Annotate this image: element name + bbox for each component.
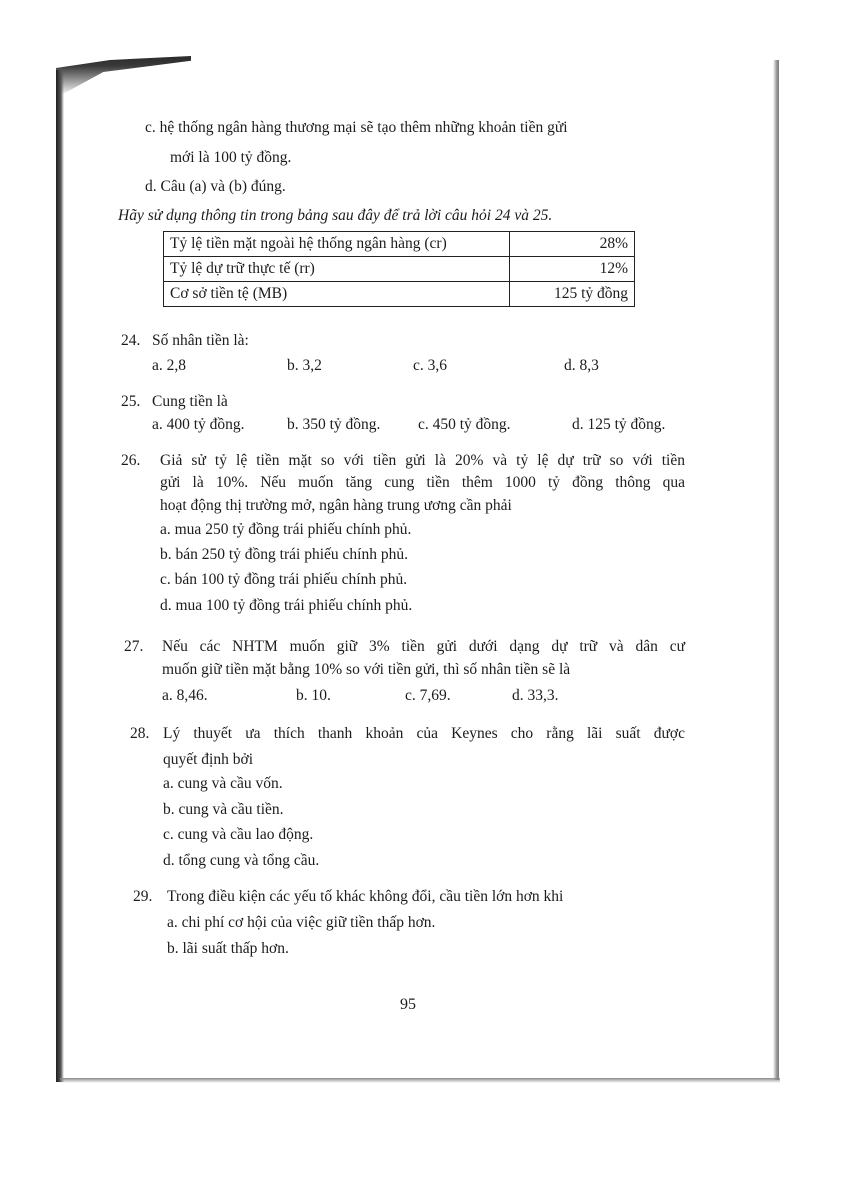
question-24-text: Số nhân tiền là: [152,332,249,349]
question-25-option-a: a. 400 tỷ đồng. [152,416,245,433]
page-bottom-edge-shadow [60,1078,780,1083]
question-28-line1: Lý thuyết ưa thích thanh khoản của Keynes cho rằng lãi suất được [163,725,685,742]
question-26-option-b: b. bán 250 tỷ đồng trái phiếu chính phủ. [160,546,408,563]
question-26-option-c: c. bán 100 tỷ đồng trái phiếu chính phủ. [160,571,408,588]
question-29-line1: Trong điều kiện các yếu tố khác không đổi, cầu tiền lớn hơn khi [167,888,564,905]
question-29-option-b: b. lãi suất thấp hơn. [167,940,289,957]
question-27-option-d: d. 33,3. [512,687,559,704]
table-row [164,232,635,257]
table-row [164,282,635,307]
question-28-option-b: b. cung và cầu tiền. [163,801,284,818]
question-25-text: Cung tiền là [152,393,228,410]
question-25-option-c: c. 450 tỷ đồng. [418,416,511,433]
question-27-number: 27. [124,638,144,655]
question-28-number: 28. [130,725,150,742]
question-28-option-c: c. cung và cầu lao động. [163,826,314,843]
question-28-option-a: a. cung và cầu vốn. [163,775,283,792]
question-26-line2: gửi là 10%. Nếu muốn tăng cung tiền thêm 1000 tỷ đồng thông qua [160,474,685,491]
question-29-option-a: a. chi phí cơ hội của việc giữ tiền thấp hơn. [167,914,436,931]
question-27-option-b: b. 10. [296,687,331,704]
question-24-option-d: d. 8,3 [564,357,599,374]
table-cell-label: Tỷ lệ tiền mặt ngoài hệ thống ngân hàng (cr) [164,232,510,257]
question-26-option-a: a. mua 250 tỷ đồng trái phiếu chính phủ. [160,521,412,538]
question-29-number: 29. [133,888,153,905]
question-26-line3: hoạt động thị trường mở, ngân hàng trung ương cần phải [160,497,512,514]
question-25-option-b: b. 350 tỷ đồng. [287,416,381,433]
prev-option-c-line1: c. hệ thống ngân hàng thương mại sẽ tạo thêm những khoản tiền gửi [145,119,568,136]
prev-option-d: d. Câu (a) và (b) đúng. [145,178,286,195]
page-right-edge-shadow [773,60,779,1080]
info-table [163,231,635,307]
question-25-number: 25. [121,393,141,410]
table-cell-label: Tỷ lệ dự trữ thực tế (rr) [164,257,510,282]
question-28-line2: quyết định bởi [163,751,253,768]
prev-option-c-line2: mới là 100 tỷ đồng. [170,149,292,166]
table-intro: Hãy sử dụng thông tin trong bảng sau đây để trả lời câu hỏi 24 và 25. [118,207,553,224]
question-27-line1: Nếu các NHTM muốn giữ 3% tiền gửi dưới dạng dự trữ và dân cư [162,638,685,655]
table-row [164,257,635,282]
question-24-option-c: c. 3,6 [413,357,448,374]
question-27-line2: muốn giữ tiền mặt bằng 10% so với tiền gửi, thì số nhân tiền sẽ là [162,661,571,678]
table-cell-value: 125 tỷ đồng [510,282,635,307]
table-cell-label: Cơ sở tiền tệ (MB) [164,282,510,307]
question-27-option-a: a. 8,46. [162,687,208,704]
question-24-number: 24. [121,332,141,349]
table-cell-value: 12% [510,257,635,282]
question-26-line1: Giả sử tỷ lệ tiền mặt so với tiền gửi là 20% và tỷ lệ dự trữ so với tiền [160,452,685,469]
question-24-option-b: b. 3,2 [287,357,322,374]
question-28-option-d: d. tổng cung và tổng cầu. [163,852,320,869]
page-left-edge-shadow [56,70,64,1082]
question-27-option-c: c. 7,69. [405,687,451,704]
table-cell-value: 28% [510,232,635,257]
question-25-option-d: d. 125 tỷ đồng. [572,416,666,433]
question-26-option-d: d. mua 100 tỷ đồng trái phiếu chính phủ. [160,597,413,614]
page-number: 95 [400,996,416,1013]
question-24-option-a: a. 2,8 [152,357,187,374]
question-26-number: 26. [121,452,141,469]
